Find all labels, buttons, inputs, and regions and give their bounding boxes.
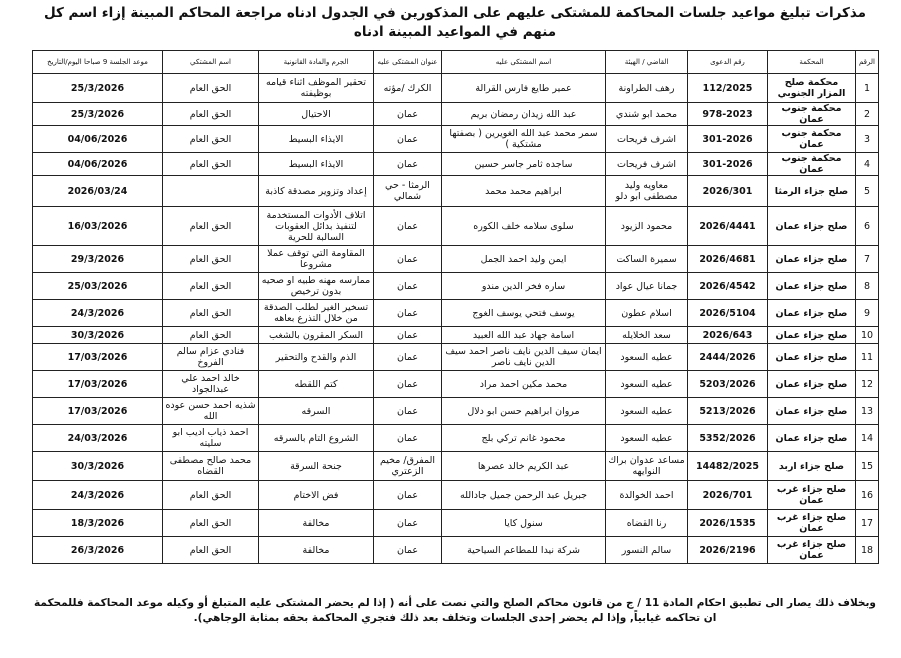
charge-description: مخالفة	[259, 510, 374, 537]
table-body	[33, 74, 879, 564]
judge-name: اسلام عطون	[606, 300, 688, 327]
row-number: 5	[856, 176, 879, 207]
charge-description: تحقير الموظف اثناء قيامه بوظيفته	[259, 74, 374, 103]
charge-description: تسخير الغير لطلب الصدقة من خلال التذرع بعاهه	[259, 300, 374, 327]
table-row	[33, 481, 879, 510]
judge-name: رهف الطراونة	[606, 74, 688, 103]
hearing-date: 25/03/2026	[33, 273, 163, 300]
header-accused: اسم المشتكى عليه	[442, 51, 606, 74]
accused-name: محمد مكين احمد مراد	[442, 371, 606, 398]
accused-name: محمود غانم تركي بلج	[442, 425, 606, 452]
table-row	[33, 300, 879, 327]
hearing-date: 25/3/2026	[33, 103, 163, 126]
case-number: 2026/4441	[688, 207, 768, 246]
charge-description: اتلاف الأدوات المستخدمة لتنفيذ بدائل العقوبات السالبة للحرية	[259, 207, 374, 246]
complainant-name: شذيه احمد حسن عوده الله	[163, 398, 259, 425]
complainant-name: الحق العام	[163, 153, 259, 176]
accused-address: عمان	[374, 371, 442, 398]
hearing-date: 16/03/2026	[33, 207, 163, 246]
case-number: 2026/1535	[688, 510, 768, 537]
row-number: 6	[856, 207, 879, 246]
complainant-name: الحق العام	[163, 126, 259, 153]
row-number: 2	[856, 103, 879, 126]
case-number: 301-2026	[688, 153, 768, 176]
table-row	[33, 176, 879, 207]
complainant-name: الحق العام	[163, 481, 259, 510]
court-name: صلح جزاء عمان	[768, 273, 856, 300]
accused-name: اسامة جهاد عبد الله العبيد	[442, 327, 606, 344]
table-row	[33, 398, 879, 425]
hearing-date: 04/06/2026	[33, 153, 163, 176]
legal-footer-note: وبخلاف ذلك يصار الى تطبيق احكام المادة 11 / ج من قانون محاكم الصلح والتي نصت على أنه ( إذا لم يحضر المشتكى عليه المتبلغ أو وكيله موعد المحاكمة فللمحكمة ان تحاكمه غيابياً, وإذا لم يحضر إحدى الجلسات وتخلف بعد ذلك فتجري المحاكمة بحقه بمثابة الوجاهي).	[34, 597, 876, 624]
hearing-date: 30/3/2026	[33, 327, 163, 344]
accused-address: عمان	[374, 103, 442, 126]
court-name: صلح جزاء عمان	[768, 371, 856, 398]
accused-name: ايمن وليد احمد الجمل	[442, 246, 606, 273]
hearings-table	[32, 50, 879, 564]
table-row	[33, 510, 879, 537]
charge-description: فض الاختام	[259, 481, 374, 510]
table-row	[33, 371, 879, 398]
hearing-date: 24/3/2026	[33, 481, 163, 510]
hearing-date: 24/03/2026	[33, 425, 163, 452]
court-name: محكمة جنوب عمان	[768, 126, 856, 153]
row-number: 9	[856, 300, 879, 327]
complainant-name: محمد صالح مصطفى القضاه	[163, 452, 259, 481]
accused-address: عمان	[374, 126, 442, 153]
court-name: محكمة صلح المزار الجنوبي	[768, 74, 856, 103]
judge-name: محمود الزيود	[606, 207, 688, 246]
case-number: 978-2023	[688, 103, 768, 126]
table-header-row	[33, 51, 879, 74]
judge-name: جمانا عيال عواد	[606, 273, 688, 300]
court-name: صلح جزاء اربد	[768, 452, 856, 481]
case-number: 2026/4681	[688, 246, 768, 273]
charge-description: الايذاء البسيط	[259, 153, 374, 176]
case-number: 5213/2026	[688, 398, 768, 425]
charge-description: جنحة السرقة	[259, 452, 374, 481]
accused-address: عمان	[374, 246, 442, 273]
table-row	[33, 537, 879, 564]
accused-name: سمر محمد عبد الله الغويرين ( بصفتها مشتكية )	[442, 126, 606, 153]
complainant-name: فنادي عزام سالم الفروخ	[163, 344, 259, 371]
complainant-name: الحق العام	[163, 207, 259, 246]
judge-name: عطيه السعود	[606, 344, 688, 371]
accused-address: عمان	[374, 153, 442, 176]
judge-name: عطيه السعود	[606, 425, 688, 452]
accused-name: ابراهيم محمد محمد	[442, 176, 606, 207]
case-number: 301-2026	[688, 126, 768, 153]
charge-description: المقاومة التي توقف عملا مشروعا	[259, 246, 374, 273]
complainant-name: الحق العام	[163, 327, 259, 344]
accused-address: عمان	[374, 537, 442, 564]
row-number: 4	[856, 153, 879, 176]
complainant-name: احمد ذياب اديب ابو سليته	[163, 425, 259, 452]
charge-description: إعداد وتزوير مصدقة كاذبة	[259, 176, 374, 207]
case-number: 112/2025	[688, 74, 768, 103]
hearing-date: 17/03/2026	[33, 398, 163, 425]
case-number: 14482/2025	[688, 452, 768, 481]
judge-name: عطيه السعود	[606, 398, 688, 425]
row-number: 13	[856, 398, 879, 425]
row-number: 7	[856, 246, 879, 273]
case-number: 2026/643	[688, 327, 768, 344]
header-judge: القاضي / الهيئة	[606, 51, 688, 74]
complainant-name: الحق العام	[163, 273, 259, 300]
hearing-date: 04/06/2026	[33, 126, 163, 153]
table-row	[33, 103, 879, 126]
accused-address: عمان	[374, 300, 442, 327]
accused-name: يوسف فتحي يوسف الغوج	[442, 300, 606, 327]
court-name: صلح جزاء عمان	[768, 207, 856, 246]
accused-address: عمان	[374, 481, 442, 510]
page-title: مذكرات تبليغ مواعيد جلسات المحاكمة للمشتكى عليهم على المذكورين في الجدول ادناه مراجعة المحاكم المبينة إزاء اسم كل منهم في المواعيد المبينة ادناه	[43, 5, 867, 40]
row-number: 16	[856, 481, 879, 510]
hearing-date: 2026/03/24	[33, 176, 163, 207]
complainant-name: الحق العام	[163, 74, 259, 103]
row-number: 8	[856, 273, 879, 300]
hearing-date: 26/3/2026	[33, 537, 163, 564]
court-name: صلح جزاء غرب عمان	[768, 537, 856, 564]
table-row	[33, 207, 879, 246]
hearing-date: 25/3/2026	[33, 74, 163, 103]
complainant-name: الحق العام	[163, 246, 259, 273]
case-number: 2026/301	[688, 176, 768, 207]
accused-address: عمان	[374, 398, 442, 425]
judge-name: سالم النسور	[606, 537, 688, 564]
table-row	[33, 273, 879, 300]
charge-description: مخالفة	[259, 537, 374, 564]
case-number: 5203/2026	[688, 371, 768, 398]
judge-name: مساعد عدوان براك النوايهه	[606, 452, 688, 481]
judge-name: سعد الخلايله	[606, 327, 688, 344]
row-number: 12	[856, 371, 879, 398]
accused-name: شركة نيدا للمطاعم السياحية	[442, 537, 606, 564]
row-number: 15	[856, 452, 879, 481]
accused-name: عبد الكريم خالد عصرها	[442, 452, 606, 481]
judge-name: معاويه وليد مصطفى ابو دلو	[606, 176, 688, 207]
judge-name: رنا القضاه	[606, 510, 688, 537]
court-name: صلح جزاء غرب عمان	[768, 510, 856, 537]
header-date: موعد الجلسة 9 صباحا اليوم/التاريخ	[33, 51, 163, 74]
hearing-date: 17/03/2026	[33, 344, 163, 371]
table-row	[33, 425, 879, 452]
complainant-name: خالد احمد علي عبدالجواد	[163, 371, 259, 398]
header-address: عنوان المشتكى عليه	[374, 51, 442, 74]
court-name: صلح جزاء عمان	[768, 246, 856, 273]
charge-description: السكر المقرون بالشغب	[259, 327, 374, 344]
accused-address: عمان	[374, 207, 442, 246]
row-number: 11	[856, 344, 879, 371]
court-name: صلح جزاء عمان	[768, 327, 856, 344]
accused-name: جبريل عبد الرحمن جميل جادالله	[442, 481, 606, 510]
row-number: 10	[856, 327, 879, 344]
table-row	[33, 344, 879, 371]
judge-name: اشرف فريحات	[606, 153, 688, 176]
charge-description: الايذاء البسيط	[259, 126, 374, 153]
court-name: محكمة جنوب عمان	[768, 153, 856, 176]
accused-address: عمان	[374, 510, 442, 537]
hearing-date: 18/3/2026	[33, 510, 163, 537]
court-name: محكمة جنوب عمان	[768, 103, 856, 126]
case-number: 2026/2196	[688, 537, 768, 564]
accused-name: عمير طايع فارس القرالة	[442, 74, 606, 103]
accused-address: عمان	[374, 425, 442, 452]
court-name: صلح جزاء الرمثا	[768, 176, 856, 207]
accused-name: ايمان سيف الدين نايف ناصر احمد سيف الدين نايف ناصر	[442, 344, 606, 371]
case-number: 5352/2026	[688, 425, 768, 452]
case-number: 2026/5104	[688, 300, 768, 327]
accused-address: عمان	[374, 273, 442, 300]
charge-description: الاحتيال	[259, 103, 374, 126]
table-row	[33, 126, 879, 153]
judge-name: احمد الخوالدة	[606, 481, 688, 510]
row-number: 17	[856, 510, 879, 537]
accused-address: الكرك /مؤته	[374, 74, 442, 103]
accused-name: ساجده ثامر جاسر حسين	[442, 153, 606, 176]
case-number: 2026/701	[688, 481, 768, 510]
accused-address: الرمثا - حي شمالي	[374, 176, 442, 207]
table-row	[33, 452, 879, 481]
case-number: 2444/2026	[688, 344, 768, 371]
court-name: صلح جزاء عمان	[768, 344, 856, 371]
charge-description: السرقه	[259, 398, 374, 425]
table-row	[33, 327, 879, 344]
accused-name: سلوى سلامه خلف الكوره	[442, 207, 606, 246]
row-number: 3	[856, 126, 879, 153]
complainant-name	[163, 176, 259, 207]
charge-description: الشروع التام بالسرقه	[259, 425, 374, 452]
complainant-name: الحق العام	[163, 300, 259, 327]
court-name: صلح جزاء عمان	[768, 425, 856, 452]
header-case: رقم الدعوى	[688, 51, 768, 74]
court-name: صلح جزاء عمان	[768, 398, 856, 425]
hearing-date: 24/3/2026	[33, 300, 163, 327]
judge-name: عطيه السعود	[606, 371, 688, 398]
case-number: 2026/4542	[688, 273, 768, 300]
accused-name: عبد الله زيدان رمضان بريم	[442, 103, 606, 126]
header-charge: الجرم والمادة القانونية	[259, 51, 374, 74]
header-num: الرقم	[856, 51, 879, 74]
court-name: صلح جزاء عمان	[768, 300, 856, 327]
judge-name: محمد ابو شندي	[606, 103, 688, 126]
accused-address: المفرق/ مخيم الزعتري	[374, 452, 442, 481]
table-row	[33, 153, 879, 176]
accused-name: مروان ابراهيم حسن ابو دلال	[442, 398, 606, 425]
hearing-date: 29/3/2026	[33, 246, 163, 273]
hearing-date: 30/3/2026	[33, 452, 163, 481]
charge-description: كتم اللقطه	[259, 371, 374, 398]
accused-name: ساره فخر الدين مندو	[442, 273, 606, 300]
complainant-name: الحق العام	[163, 510, 259, 537]
hearing-date: 17/03/2026	[33, 371, 163, 398]
header-complainant: اسم المشتكي	[163, 51, 259, 74]
row-number: 18	[856, 537, 879, 564]
judge-name: اشرف فريحات	[606, 126, 688, 153]
table-row	[33, 246, 879, 273]
header-court: المحكمة	[768, 51, 856, 74]
charge-description: ممارسه مهنه طبيه او صحيه بدون ترخيص	[259, 273, 374, 300]
accused-address: عمان	[374, 344, 442, 371]
judge-name: سميرة الساكت	[606, 246, 688, 273]
complainant-name: الحق العام	[163, 103, 259, 126]
accused-address: عمان	[374, 327, 442, 344]
row-number: 1	[856, 74, 879, 103]
table-row	[33, 74, 879, 103]
accused-name: سنول كايا	[442, 510, 606, 537]
court-name: صلح جزاء غرب عمان	[768, 481, 856, 510]
charge-description: الذم والقدح والتحقير	[259, 344, 374, 371]
row-number: 14	[856, 425, 879, 452]
complainant-name: الحق العام	[163, 537, 259, 564]
